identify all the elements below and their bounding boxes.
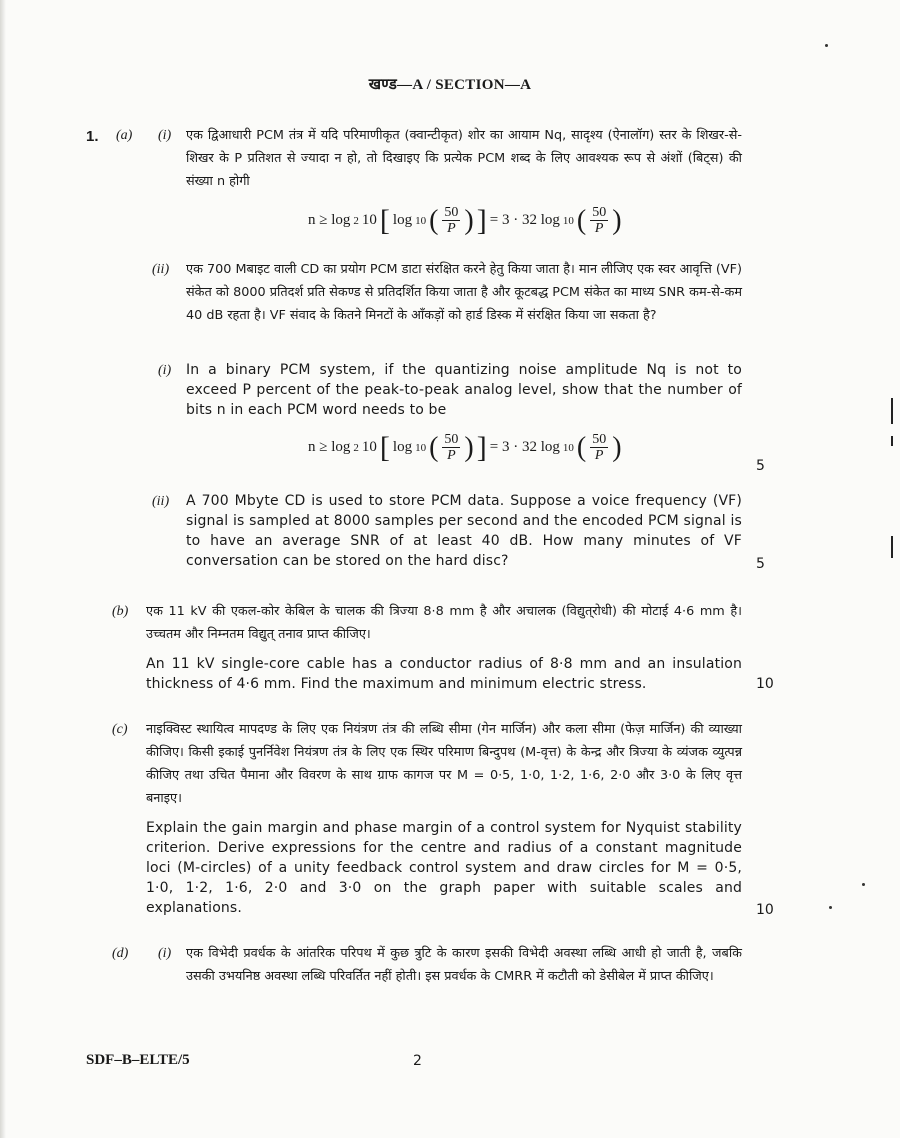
formula2-lhs: n ≥ log: [308, 439, 351, 455]
formula2-sub10: 10: [415, 441, 427, 454]
scan-edge-shadow: [0, 0, 6, 1138]
part-a-ii-english-text: A 700 Mbyte CD is used to store PCM data. Suppose a voice frequency (VF) signal is sampled at 8000 samples per second and the encoded PCM signal is to have an average SNR of at least 40 dB. How many minutes of VF conversation can be stored on the hard disc?: [186, 493, 742, 569]
formula2-fraction-2: [590, 432, 608, 463]
part-c-hindi-text: नाइक्विस्ट स्थायित्व मापदण्ड के लिए एक नियंत्रण तंत्र की लब्धि सीमा (गेन मार्जिन) और कला सीमा (फेज़ मार्जिन) की व्याख्या कीजिए। किसी इकाई पुनर्निवेश नियंत्रण तंत्र के लिए एक स्थिर परिमाण बिन्दुपथ (M-वृत्त) के केन्द्र और त्रिज्या के व्यंजक व्युत्पन्न कीजिए तथा उचित पैमाना और विवरण के साथ ग्राफ कागज पर M = 0·5, 1·0, 1·2, 1·6, 2·0 और 3·0 के लिए वृत्त बनाइए।: [146, 722, 742, 806]
formula-sub10: 10: [415, 214, 427, 227]
part-d-label: (d): [112, 946, 129, 961]
formula-fraction-2: [590, 205, 608, 236]
part-a-ii-hindi-text: एक 700 Mबाइट वाली CD का प्रयोग PCM डाटा संरक्षित करने हेतु किया जाता है। मान लीजिए एक स्वर आवृत्ति (VF) संकेत को 8000 प्रतिदर्श प्रति सेकण्ड से प्रतिदर्शित किया जाता है और कूटबद्ध PCM संकेत का माध्य SNR कम-से-कम 40 dB रहता है। VF संवाद के कितने मिनटों के आँकड़ों को हार्ड डिस्क में संरक्षित किया जा सकता है?: [186, 262, 742, 323]
formula2-num: 50: [444, 432, 459, 447]
scan-artifact-dot: [862, 883, 865, 886]
marks-a-i: 5: [756, 458, 765, 474]
part-b-label: (b): [112, 604, 129, 619]
formula2-paren-close-2: ): [612, 431, 622, 463]
scan-artifact-bar: [891, 436, 893, 446]
part-a-i-hindi-text: एक द्विआधारी PCM तंत्र में यदि परिमाणीकृत (क्वान्टीकृत) शोर का आयाम Nq, सादृश्य (ऐनालॉग) स्तर के शिखर-से-शिखर के P प्रतिशत से ज्यादा न हो, तो दिखाइए कि प्रत्येक PCM शब्द के लिए आवश्यक रूप से अंशों (बिट्स) की संख्या n होगी: [186, 128, 742, 189]
section-title: खण्ड—A / SECTION—A: [368, 77, 532, 93]
part-c-label: (c): [112, 722, 128, 737]
formula-right-bracket: ]: [476, 203, 487, 237]
part-d-i-hindi-text: एक विभेदी प्रवर्धक के आंतरिक परिपथ में कुछ त्रुटि के कारण इसकी विभेदी अवस्था लब्धि आधी हो जाती है, जबकि उसकी उभयनिष्ठ अवस्था लब्धि परिवर्तित नहीं होती। इस प्रवर्धक के CMRR में कटौती को डेसीबेल में प्राप्त कीजिए।: [186, 946, 742, 984]
part-a-i-label-hindi: (i): [158, 128, 172, 143]
formula2-right-bracket: ]: [476, 430, 487, 464]
formula-eq: = 3 · 32 log: [489, 212, 560, 228]
formula2-sub2: 2: [353, 441, 359, 454]
formula2-paren-close: ): [464, 431, 474, 463]
formula2-fraction: [442, 432, 460, 463]
formula-num: 50: [444, 205, 459, 220]
scan-artifact-dot: [829, 906, 832, 909]
formula-lhs: n ≥ log: [308, 212, 351, 228]
formula2-sub10b: 10: [562, 441, 574, 454]
part-d-i-label: (i): [158, 946, 172, 961]
footer-page-number: 2: [413, 1053, 422, 1069]
part-a-i-english-text: In a binary PCM system, if the quantizing noise amplitude Nq is not to exceed P percent of the peak-to-peak analog level, show that the number of bits n in each PCM word needs to be: [186, 362, 742, 418]
formula-paren-open: (: [429, 204, 439, 236]
marks-a-ii: 5: [756, 556, 765, 572]
formula2-paren-open: (: [429, 431, 439, 463]
formula-sub2: 2: [353, 214, 359, 227]
marks-c: 10: [756, 902, 774, 918]
formula-log10: log: [392, 212, 413, 228]
part-a-label: (a): [116, 128, 133, 143]
formula2-den-2: P: [594, 448, 604, 463]
scan-artifact-dot: [825, 44, 828, 47]
formula-den: P: [447, 221, 456, 236]
formula-den-2: P: [594, 221, 604, 236]
part-b-hindi-text: एक 11 kV की एकल-कोर केबिल के चालक की त्रिज्या 8·8 mm है और अचालक (विद्युत्‌रोधी) की मोटाई 4·6 mm है। उच्चतम और निम्नतम विद्युत्‌ तनाव प्राप्त कीजिए।: [146, 604, 742, 642]
formula-bits-hindi: [308, 205, 622, 236]
part-a-i-label-english: (i): [158, 363, 172, 378]
formula-sub10b: 10: [562, 214, 574, 227]
formula-bits-english: [308, 432, 622, 463]
part-a-ii-label-hindi: (ii): [152, 262, 170, 277]
formula2-paren-open-2: (: [576, 431, 587, 463]
formula2-den: P: [447, 448, 456, 463]
footer-paper-code: SDF–B–ELTE/5: [86, 1052, 190, 1068]
marks-b: 10: [756, 676, 774, 692]
formula2-ten: 10: [361, 439, 377, 455]
formula2-eq: = 3 · 32 log: [489, 439, 560, 455]
scan-artifact-bar: [891, 398, 893, 424]
formula2-num-2: 50: [592, 432, 607, 447]
part-b-english-text: An 11 kV single-core cable has a conductor radius of 8·8 mm and an insulation thickness of 4·6 mm. Find the maximum and minimum electric stress.: [146, 656, 742, 692]
formula-paren-close-2: ): [612, 204, 622, 236]
formula2-left-bracket: [: [379, 430, 390, 464]
formula-left-bracket: [: [379, 203, 390, 237]
formula-ten: 10: [361, 212, 377, 228]
part-c-english-text: Explain the gain margin and phase margin of a control system for Nyquist stability criterion. Derive expressions for the centre and radius of a constant magnitude loci (M-circles) of a unity feedback control system and draw circles for M = 0·5, 1·0, 1·2, 1·6, 2·0 and 3·0 on the graph paper with suitable scales and explanations.: [146, 820, 742, 916]
formula2-log10: log: [392, 439, 413, 455]
question-number: 1.: [86, 128, 99, 145]
formula-paren-close: ): [464, 204, 474, 236]
scan-artifact-bar: [891, 536, 893, 558]
formula-num-2: 50: [592, 205, 607, 220]
part-a-ii-label-english: (ii): [152, 494, 170, 509]
formula-paren-open-2: (: [576, 204, 587, 236]
formula-fraction: [442, 205, 460, 236]
